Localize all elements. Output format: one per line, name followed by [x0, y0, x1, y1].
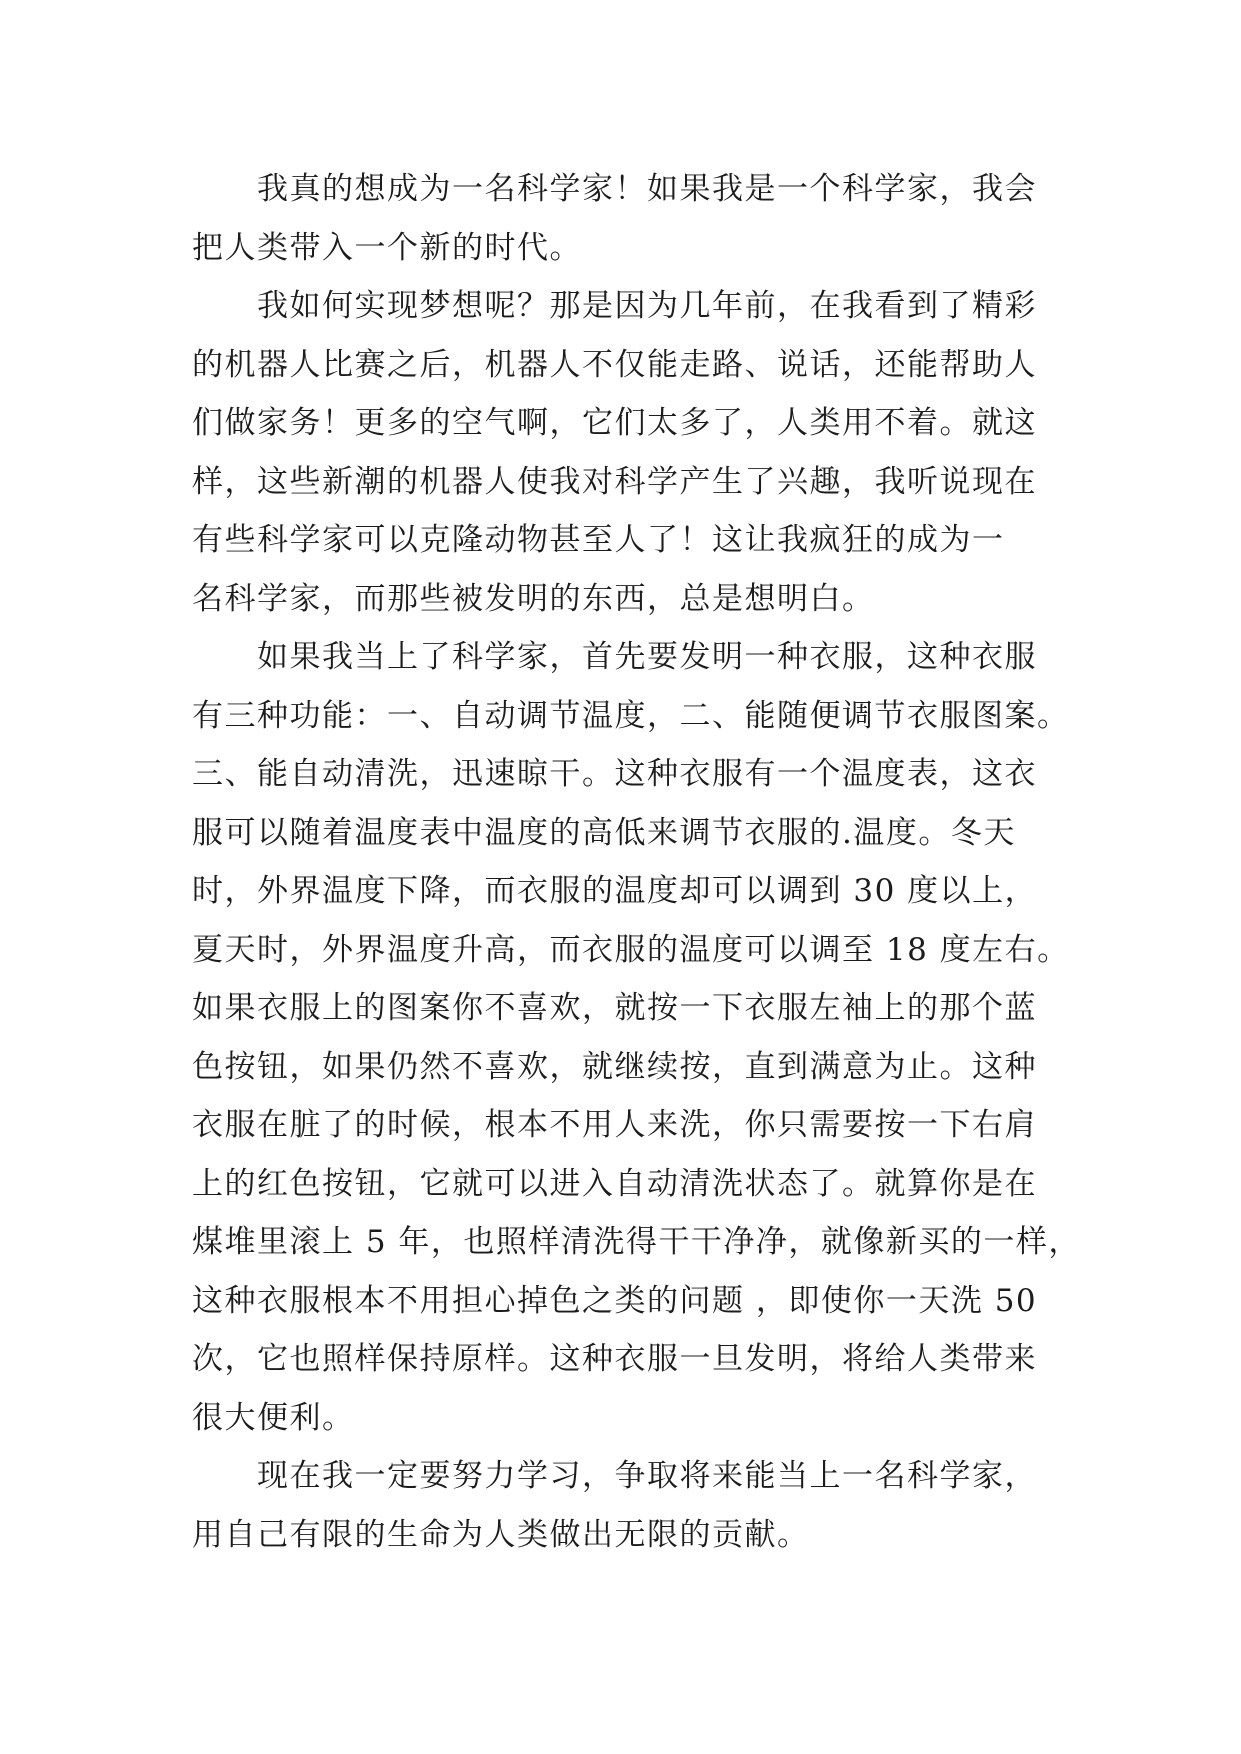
- paragraph-line: 如果我当上了科学家，首先要发明一种衣服，这种衣服: [257, 639, 1037, 675]
- paragraph-line: 样，这些新潮的机器人使我对科学产生了兴趣，我听说现在: [192, 463, 1037, 500]
- paragraph-line: 现在我一定要努力学习，争取将来能当上一名科学家，: [257, 1458, 1037, 1494]
- document-body: [192, 160, 1081, 1564]
- paragraph-line: 名科学家，而那些被发明的东西，总是想明白。: [192, 580, 875, 617]
- paragraph-line: 次，它也照样保持原样。这种衣服一旦发明，将给人类带来: [192, 1341, 1037, 1377]
- paragraph-line: 如果衣服上的图案你不喜欢，就按一下衣服左袖上的那个蓝: [192, 990, 1037, 1026]
- paragraph-2: [192, 277, 1052, 628]
- paragraph-3: [192, 628, 1081, 1447]
- paragraph-line: 上的红色按钮，它就可以进入自动清洗状态了。就算你是在: [192, 1165, 1037, 1202]
- paragraph-line: 很大便利。: [192, 1399, 355, 1436]
- paragraph-line: 我真的想成为一名科学家！如果我是一个科学家，我会: [257, 171, 1037, 207]
- paragraph-line: 用自己有限的生命为人类做出无限的贡献。: [192, 1516, 810, 1553]
- paragraph-line: 煤堆里滚上 5 年，也照样清洗得干干净净，就像新买的一样，: [192, 1224, 1081, 1260]
- paragraph-line: 有些科学家可以克隆动物甚至人了！这让我疯狂的成为一: [192, 522, 1005, 558]
- paragraph-line: 衣服在脏了的时候，根本不用人来洗，你只需要按一下右肩: [192, 1107, 1037, 1143]
- paragraph-line: 时，外界温度下降，而衣服的温度却可以调到 30 度以上，: [192, 873, 1038, 909]
- paragraph-line: 我如何实现梦想呢？那是因为几年前，在我看到了精彩: [257, 288, 1037, 324]
- paragraph-line: 的机器人比赛之后，机器人不仅能走路、说话，还能帮助人: [192, 346, 1037, 383]
- paragraph-line: 有三种功能：一、自动调节温度，二、能随便调节衣服图案。: [192, 697, 1070, 734]
- paragraph-4: [192, 1447, 1052, 1564]
- paragraph-line: 们做家务！更多的空气啊，它们太多了，人类用不着。就这: [192, 405, 1037, 441]
- paragraph-line: 夏天时，外界温度升高，而衣服的温度可以调至 18 度左右。: [192, 931, 1070, 968]
- paragraph-line: 把人类带入一个新的时代。: [192, 229, 582, 266]
- paragraph-line: 三、能自动清洗，迅速晾干。这种衣服有一个温度表，这衣: [192, 756, 1037, 792]
- paragraph-line: 服可以随着温度表中温度的高低来调节衣服的.温度。冬天: [192, 814, 1016, 851]
- paragraph-1: [192, 160, 1052, 277]
- paragraph-line: 色按钮，如果仍然不喜欢，就继续按，直到满意为止。这种: [192, 1048, 1037, 1085]
- paragraph-line: 这种衣服根本不用担心掉色之类的问题 ，即使你一天洗 50: [192, 1282, 1038, 1319]
